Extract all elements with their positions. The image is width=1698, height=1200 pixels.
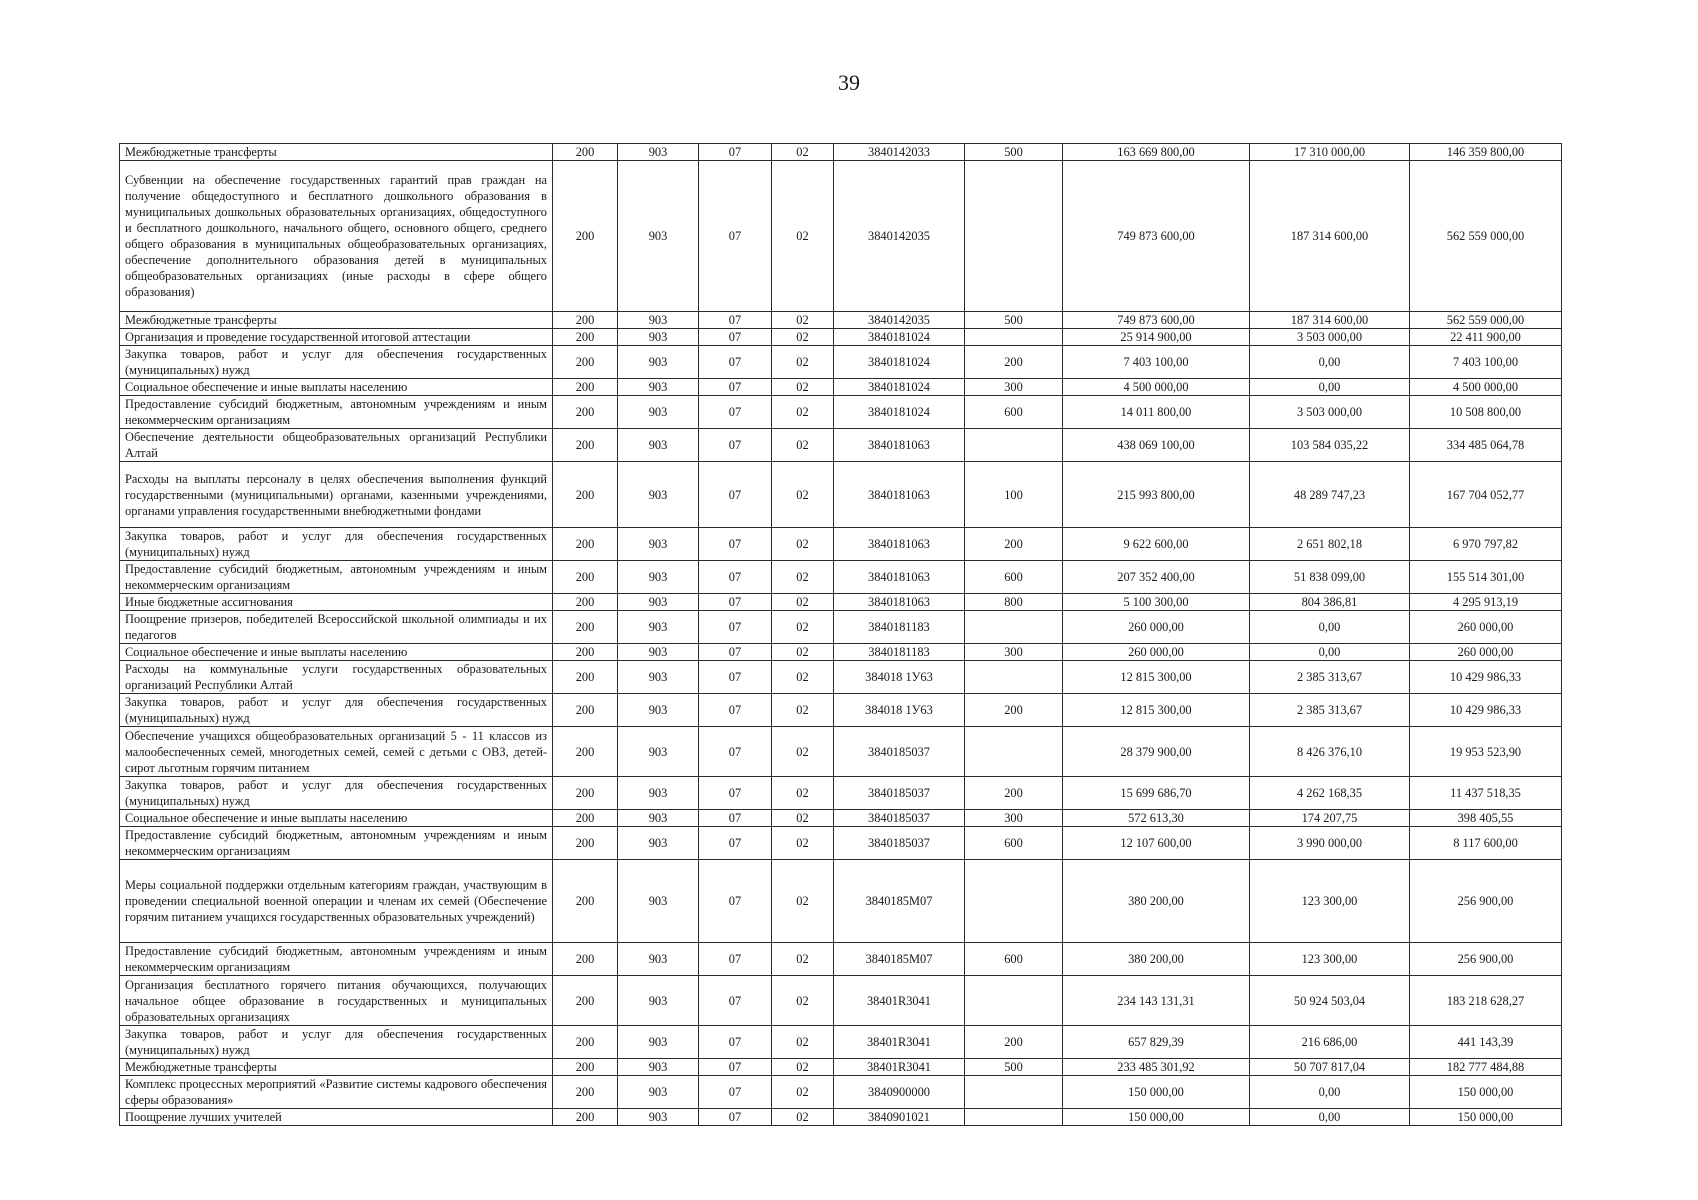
row-expense-type [965, 329, 1063, 346]
row-ministry-code: 903 [618, 144, 699, 161]
row-target-article: 38401R3041 [834, 976, 965, 1026]
row-expense-type [965, 611, 1063, 644]
row-remaining-amount: 260 000,00 [1410, 611, 1562, 644]
row-description: Обеспечение учащихся общеобразовательных организаций 5 - 11 классов из малообеспеченных семей, многодетных семей, семей с детьми с ОВЗ, детей-сирот льготным горячим питанием [120, 727, 553, 777]
row-plan-amount: 25 914 900,00 [1063, 329, 1250, 346]
row-executed-amount: 216 686,00 [1250, 1026, 1410, 1059]
row-description: Социальное обеспечение и иные выплаты населению [120, 379, 553, 396]
row-remaining-amount: 562 559 000,00 [1410, 312, 1562, 329]
row-description: Предоставление субсидий бюджетным, автономным учреждениям и иным некоммерческим организациям [120, 561, 553, 594]
row-expense-type [965, 429, 1063, 462]
row-remaining-amount: 155 514 301,00 [1410, 561, 1562, 594]
row-plan-amount: 15 699 686,70 [1063, 777, 1250, 810]
table-row [120, 611, 1562, 644]
row-executed-amount: 2 385 313,67 [1250, 661, 1410, 694]
row-code-200: 200 [553, 943, 618, 976]
row-executed-amount: 123 300,00 [1250, 943, 1410, 976]
row-subsection-code: 02 [772, 1026, 834, 1059]
row-target-article: 3840142035 [834, 312, 965, 329]
row-description: Межбюджетные трансферты [120, 1059, 553, 1076]
row-plan-amount: 150 000,00 [1063, 1076, 1250, 1109]
row-target-article: 3840181024 [834, 396, 965, 429]
row-executed-amount: 2 385 313,67 [1250, 694, 1410, 727]
row-ministry-code: 903 [618, 976, 699, 1026]
row-section-code: 07 [699, 161, 772, 312]
row-plan-amount: 28 379 900,00 [1063, 727, 1250, 777]
row-ministry-code: 903 [618, 644, 699, 661]
row-executed-amount: 103 584 035,22 [1250, 429, 1410, 462]
row-executed-amount: 123 300,00 [1250, 860, 1410, 943]
row-ministry-code: 903 [618, 611, 699, 644]
row-ministry-code: 903 [618, 860, 699, 943]
row-code-200: 200 [553, 144, 618, 161]
row-target-article: 38401R3041 [834, 1026, 965, 1059]
row-subsection-code: 02 [772, 429, 834, 462]
row-code-200: 200 [553, 561, 618, 594]
table-row [120, 144, 1562, 161]
row-expense-type: 600 [965, 561, 1063, 594]
row-expense-type: 200 [965, 694, 1063, 727]
row-subsection-code: 02 [772, 611, 834, 644]
table-row [120, 161, 1562, 312]
row-remaining-amount: 4 500 000,00 [1410, 379, 1562, 396]
row-section-code: 07 [699, 777, 772, 810]
row-executed-amount: 2 651 802,18 [1250, 528, 1410, 561]
row-section-code: 07 [699, 312, 772, 329]
row-executed-amount: 174 207,75 [1250, 810, 1410, 827]
table-row [120, 976, 1562, 1026]
row-section-code: 07 [699, 329, 772, 346]
row-executed-amount: 0,00 [1250, 644, 1410, 661]
row-expense-type: 200 [965, 346, 1063, 379]
row-section-code: 07 [699, 594, 772, 611]
row-target-article: 3840185037 [834, 810, 965, 827]
row-executed-amount: 50 707 817,04 [1250, 1059, 1410, 1076]
row-subsection-code: 02 [772, 1059, 834, 1076]
row-subsection-code: 02 [772, 346, 834, 379]
row-target-article: 3840181183 [834, 611, 965, 644]
page-number: 39 [838, 70, 860, 95]
row-code-200: 200 [553, 976, 618, 1026]
row-subsection-code: 02 [772, 694, 834, 727]
row-plan-amount: 5 100 300,00 [1063, 594, 1250, 611]
row-executed-amount: 48 289 747,23 [1250, 462, 1410, 528]
row-target-article: 3840181063 [834, 462, 965, 528]
row-section-code: 07 [699, 379, 772, 396]
row-remaining-amount: 8 117 600,00 [1410, 827, 1562, 860]
row-plan-amount: 380 200,00 [1063, 943, 1250, 976]
budget-table [119, 143, 1562, 1126]
row-target-article: 3840142035 [834, 161, 965, 312]
row-executed-amount: 0,00 [1250, 611, 1410, 644]
row-subsection-code: 02 [772, 329, 834, 346]
row-remaining-amount: 10 429 986,33 [1410, 661, 1562, 694]
row-target-article: 384018 1У63 [834, 661, 965, 694]
row-description: Предоставление субсидий бюджетным, автономным учреждениям и иным некоммерческим организациям [120, 827, 553, 860]
table-row [120, 827, 1562, 860]
row-target-article: 3840181063 [834, 561, 965, 594]
row-subsection-code: 02 [772, 727, 834, 777]
row-expense-type: 300 [965, 810, 1063, 827]
row-section-code: 07 [699, 860, 772, 943]
row-plan-amount: 150 000,00 [1063, 1109, 1250, 1126]
row-executed-amount: 50 924 503,04 [1250, 976, 1410, 1026]
row-plan-amount: 7 403 100,00 [1063, 346, 1250, 379]
row-remaining-amount: 150 000,00 [1410, 1076, 1562, 1109]
table-row [120, 777, 1562, 810]
row-description: Социальное обеспечение и иные выплаты населению [120, 644, 553, 661]
row-executed-amount: 0,00 [1250, 346, 1410, 379]
table-row [120, 860, 1562, 943]
row-subsection-code: 02 [772, 827, 834, 860]
row-plan-amount: 12 815 300,00 [1063, 661, 1250, 694]
row-target-article: 3840181183 [834, 644, 965, 661]
row-ministry-code: 903 [618, 161, 699, 312]
row-subsection-code: 02 [772, 161, 834, 312]
table-row [120, 396, 1562, 429]
row-executed-amount: 187 314 600,00 [1250, 312, 1410, 329]
row-ministry-code: 903 [618, 1076, 699, 1109]
row-ministry-code: 903 [618, 810, 699, 827]
row-remaining-amount: 146 359 800,00 [1410, 144, 1562, 161]
row-subsection-code: 02 [772, 594, 834, 611]
row-plan-amount: 657 829,39 [1063, 1026, 1250, 1059]
row-section-code: 07 [699, 346, 772, 379]
row-code-200: 200 [553, 860, 618, 943]
row-subsection-code: 02 [772, 860, 834, 943]
row-section-code: 07 [699, 561, 772, 594]
row-subsection-code: 02 [772, 379, 834, 396]
row-remaining-amount: 11 437 518,35 [1410, 777, 1562, 810]
row-expense-type: 600 [965, 943, 1063, 976]
table-row [120, 462, 1562, 528]
row-executed-amount: 17 310 000,00 [1250, 144, 1410, 161]
row-plan-amount: 4 500 000,00 [1063, 379, 1250, 396]
row-subsection-code: 02 [772, 661, 834, 694]
table-row [120, 1026, 1562, 1059]
row-ministry-code: 903 [618, 594, 699, 611]
table-row [120, 528, 1562, 561]
table-row [120, 644, 1562, 661]
row-description: Организация и проведение государственной итоговой аттестации [120, 329, 553, 346]
row-executed-amount: 804 386,81 [1250, 594, 1410, 611]
row-expense-type [965, 976, 1063, 1026]
row-executed-amount: 3 503 000,00 [1250, 329, 1410, 346]
row-code-200: 200 [553, 727, 618, 777]
row-executed-amount: 0,00 [1250, 379, 1410, 396]
row-ministry-code: 903 [618, 727, 699, 777]
row-section-code: 07 [699, 644, 772, 661]
table-row [120, 943, 1562, 976]
row-remaining-amount: 398 405,55 [1410, 810, 1562, 827]
table-row [120, 379, 1562, 396]
row-ministry-code: 903 [618, 528, 699, 561]
row-description: Предоставление субсидий бюджетным, автономным учреждениям и иным некоммерческим организациям [120, 396, 553, 429]
row-code-200: 200 [553, 1109, 618, 1126]
row-subsection-code: 02 [772, 1076, 834, 1109]
row-description: Закупка товаров, работ и услуг для обеспечения государственных (муниципальных) нужд [120, 694, 553, 727]
row-expense-type [965, 1076, 1063, 1109]
row-expense-type: 300 [965, 644, 1063, 661]
table-row [120, 561, 1562, 594]
row-code-200: 200 [553, 346, 618, 379]
row-plan-amount: 438 069 100,00 [1063, 429, 1250, 462]
row-subsection-code: 02 [772, 1109, 834, 1126]
row-executed-amount: 187 314 600,00 [1250, 161, 1410, 312]
row-section-code: 07 [699, 611, 772, 644]
row-plan-amount: 234 143 131,31 [1063, 976, 1250, 1026]
row-subsection-code: 02 [772, 312, 834, 329]
row-expense-type: 600 [965, 827, 1063, 860]
row-code-200: 200 [553, 661, 618, 694]
row-description: Иные бюджетные ассигнования [120, 594, 553, 611]
row-remaining-amount: 10 508 800,00 [1410, 396, 1562, 429]
row-ministry-code: 903 [618, 396, 699, 429]
row-code-200: 200 [553, 161, 618, 312]
row-code-200: 200 [553, 694, 618, 727]
row-remaining-amount: 22 411 900,00 [1410, 329, 1562, 346]
row-section-code: 07 [699, 943, 772, 976]
row-executed-amount: 3 503 000,00 [1250, 396, 1410, 429]
row-ministry-code: 903 [618, 1059, 699, 1076]
row-ministry-code: 903 [618, 943, 699, 976]
row-description: Предоставление субсидий бюджетным, автономным учреждениям и иным некоммерческим организациям [120, 943, 553, 976]
row-section-code: 07 [699, 810, 772, 827]
row-plan-amount: 14 011 800,00 [1063, 396, 1250, 429]
row-expense-type: 200 [965, 528, 1063, 561]
row-expense-type: 500 [965, 144, 1063, 161]
table-row [120, 329, 1562, 346]
table-row [120, 1109, 1562, 1126]
row-code-200: 200 [553, 462, 618, 528]
row-code-200: 200 [553, 777, 618, 810]
row-executed-amount: 51 838 099,00 [1250, 561, 1410, 594]
row-plan-amount: 207 352 400,00 [1063, 561, 1250, 594]
row-target-article: 3840185M07 [834, 943, 965, 976]
row-target-article: 3840142033 [834, 144, 965, 161]
row-section-code: 07 [699, 1109, 772, 1126]
row-expense-type: 100 [965, 462, 1063, 528]
row-remaining-amount: 256 900,00 [1410, 860, 1562, 943]
row-target-article: 384018 1У63 [834, 694, 965, 727]
row-code-200: 200 [553, 1059, 618, 1076]
row-plan-amount: 163 669 800,00 [1063, 144, 1250, 161]
row-ministry-code: 903 [618, 429, 699, 462]
table-row [120, 661, 1562, 694]
row-ministry-code: 903 [618, 827, 699, 860]
row-section-code: 07 [699, 528, 772, 561]
row-section-code: 07 [699, 144, 772, 161]
row-code-200: 200 [553, 1076, 618, 1109]
row-code-200: 200 [553, 611, 618, 644]
row-expense-type: 500 [965, 312, 1063, 329]
row-ministry-code: 903 [618, 694, 699, 727]
row-target-article: 3840181024 [834, 379, 965, 396]
row-section-code: 07 [699, 429, 772, 462]
row-code-200: 200 [553, 1026, 618, 1059]
row-remaining-amount: 562 559 000,00 [1410, 161, 1562, 312]
row-subsection-code: 02 [772, 644, 834, 661]
row-subsection-code: 02 [772, 462, 834, 528]
row-plan-amount: 260 000,00 [1063, 611, 1250, 644]
row-section-code: 07 [699, 1059, 772, 1076]
row-subsection-code: 02 [772, 144, 834, 161]
table-row [120, 594, 1562, 611]
row-section-code: 07 [699, 661, 772, 694]
row-remaining-amount: 256 900,00 [1410, 943, 1562, 976]
row-ministry-code: 903 [618, 777, 699, 810]
row-section-code: 07 [699, 1026, 772, 1059]
row-section-code: 07 [699, 694, 772, 727]
row-expense-type [965, 1109, 1063, 1126]
row-description: Меры социальной поддержки отдельным категориям граждан, участвующим в проведении специальной военной операции и членам их семей (Обеспечение горячим питанием учащихся государственных образовательных учреждений) [120, 860, 553, 943]
table-row [120, 346, 1562, 379]
row-ministry-code: 903 [618, 379, 699, 396]
row-code-200: 200 [553, 329, 618, 346]
row-subsection-code: 02 [772, 976, 834, 1026]
row-remaining-amount: 6 970 797,82 [1410, 528, 1562, 561]
row-remaining-amount: 183 218 628,27 [1410, 976, 1562, 1026]
row-expense-type: 200 [965, 777, 1063, 810]
row-code-200: 200 [553, 827, 618, 860]
row-subsection-code: 02 [772, 777, 834, 810]
row-description: Комплекс процессных мероприятий «Развитие системы кадрового обеспечения сферы образования» [120, 1076, 553, 1109]
row-target-article: 3840181063 [834, 429, 965, 462]
row-description: Межбюджетные трансферты [120, 312, 553, 329]
row-plan-amount: 749 873 600,00 [1063, 161, 1250, 312]
row-executed-amount: 0,00 [1250, 1109, 1410, 1126]
row-expense-type [965, 727, 1063, 777]
row-plan-amount: 215 993 800,00 [1063, 462, 1250, 528]
row-code-200: 200 [553, 379, 618, 396]
table-row [120, 727, 1562, 777]
row-description: Организация бесплатного горячего питания обучающихся, получающих начальное общее образование в государственных и муниципальных образовательных организациях [120, 976, 553, 1026]
row-target-article: 3840181024 [834, 346, 965, 379]
row-ministry-code: 903 [618, 561, 699, 594]
row-description: Закупка товаров, работ и услуг для обеспечения государственных (муниципальных) нужд [120, 528, 553, 561]
row-target-article: 3840901021 [834, 1109, 965, 1126]
row-expense-type [965, 161, 1063, 312]
row-ministry-code: 903 [618, 312, 699, 329]
row-plan-amount: 749 873 600,00 [1063, 312, 1250, 329]
row-plan-amount: 380 200,00 [1063, 860, 1250, 943]
row-section-code: 07 [699, 1076, 772, 1109]
row-subsection-code: 02 [772, 943, 834, 976]
table-row [120, 1059, 1562, 1076]
table-row [120, 694, 1562, 727]
row-description: Обеспечение деятельности общеобразовательных организаций Республики Алтай [120, 429, 553, 462]
row-executed-amount: 4 262 168,35 [1250, 777, 1410, 810]
row-expense-type: 600 [965, 396, 1063, 429]
row-subsection-code: 02 [772, 810, 834, 827]
row-remaining-amount: 167 704 052,77 [1410, 462, 1562, 528]
row-description: Социальное обеспечение и иные выплаты населению [120, 810, 553, 827]
row-code-200: 200 [553, 429, 618, 462]
row-ministry-code: 903 [618, 462, 699, 528]
row-expense-type: 300 [965, 379, 1063, 396]
row-ministry-code: 903 [618, 661, 699, 694]
row-expense-type [965, 860, 1063, 943]
row-target-article: 3840181024 [834, 329, 965, 346]
row-remaining-amount: 4 295 913,19 [1410, 594, 1562, 611]
row-description: Субвенции на обеспечение государственных гарантий прав граждан на получение общедоступного и бесплатного дошкольного образования в муниципальных дошкольных образовательных организациях, общедоступного и бесплатного дошкольного, начального общего, основного общего, среднего общего образования в муниципальных общеобразовательных организациях, обеспечение дополнительного образования детей в муниципальных общеобразовательных организациях (иные расходы в сфере общего образования) [120, 161, 553, 312]
row-remaining-amount: 19 953 523,90 [1410, 727, 1562, 777]
row-target-article: 3840900000 [834, 1076, 965, 1109]
row-subsection-code: 02 [772, 561, 834, 594]
row-description: Поощрение лучших учителей [120, 1109, 553, 1126]
row-remaining-amount: 260 000,00 [1410, 644, 1562, 661]
row-executed-amount: 8 426 376,10 [1250, 727, 1410, 777]
row-ministry-code: 903 [618, 329, 699, 346]
row-plan-amount: 12 107 600,00 [1063, 827, 1250, 860]
row-remaining-amount: 7 403 100,00 [1410, 346, 1562, 379]
row-section-code: 07 [699, 727, 772, 777]
row-ministry-code: 903 [618, 1109, 699, 1126]
row-expense-type [965, 661, 1063, 694]
row-plan-amount: 233 485 301,92 [1063, 1059, 1250, 1076]
row-expense-type: 800 [965, 594, 1063, 611]
row-target-article: 3840181063 [834, 594, 965, 611]
row-remaining-amount: 10 429 986,33 [1410, 694, 1562, 727]
row-ministry-code: 903 [618, 1026, 699, 1059]
row-section-code: 07 [699, 396, 772, 429]
row-subsection-code: 02 [772, 528, 834, 561]
row-section-code: 07 [699, 462, 772, 528]
table-row [120, 429, 1562, 462]
row-target-article: 3840181063 [834, 528, 965, 561]
table-row [120, 810, 1562, 827]
row-ministry-code: 903 [618, 346, 699, 379]
row-description: Расходы на выплаты персоналу в целях обеспечения выполнения функций государственными (муниципальными) органами, казенными учреждениями, органами управления государственными внебюджетными фондами [120, 462, 553, 528]
row-plan-amount: 260 000,00 [1063, 644, 1250, 661]
row-expense-type: 500 [965, 1059, 1063, 1076]
row-description: Расходы на коммунальные услуги государственных образовательных организаций Республики Алтай [120, 661, 553, 694]
row-plan-amount: 12 815 300,00 [1063, 694, 1250, 727]
row-remaining-amount: 441 143,39 [1410, 1026, 1562, 1059]
row-description: Закупка товаров, работ и услуг для обеспечения государственных (муниципальных) нужд [120, 777, 553, 810]
row-executed-amount: 3 990 000,00 [1250, 827, 1410, 860]
row-target-article: 3840185M07 [834, 860, 965, 943]
row-remaining-amount: 182 777 484,88 [1410, 1059, 1562, 1076]
row-plan-amount: 572 613,30 [1063, 810, 1250, 827]
table-row [120, 312, 1562, 329]
row-code-200: 200 [553, 644, 618, 661]
row-section-code: 07 [699, 827, 772, 860]
row-code-200: 200 [553, 312, 618, 329]
row-target-article: 38401R3041 [834, 1059, 965, 1076]
row-code-200: 200 [553, 528, 618, 561]
row-remaining-amount: 334 485 064,78 [1410, 429, 1562, 462]
row-target-article: 3840185037 [834, 727, 965, 777]
row-code-200: 200 [553, 396, 618, 429]
row-target-article: 3840185037 [834, 777, 965, 810]
row-plan-amount: 9 622 600,00 [1063, 528, 1250, 561]
row-code-200: 200 [553, 810, 618, 827]
row-target-article: 3840185037 [834, 827, 965, 860]
row-expense-type: 200 [965, 1026, 1063, 1059]
row-code-200: 200 [553, 594, 618, 611]
table-row [120, 1076, 1562, 1109]
row-executed-amount: 0,00 [1250, 1076, 1410, 1109]
row-description: Закупка товаров, работ и услуг для обеспечения государственных (муниципальных) нужд [120, 1026, 553, 1059]
row-description: Закупка товаров, работ и услуг для обеспечения государственных (муниципальных) нужд [120, 346, 553, 379]
row-remaining-amount: 150 000,00 [1410, 1109, 1562, 1126]
row-subsection-code: 02 [772, 396, 834, 429]
row-section-code: 07 [699, 976, 772, 1026]
row-description: Межбюджетные трансферты [120, 144, 553, 161]
row-description: Поощрение призеров, победителей Всероссийской школьной олимпиады и их педагогов [120, 611, 553, 644]
